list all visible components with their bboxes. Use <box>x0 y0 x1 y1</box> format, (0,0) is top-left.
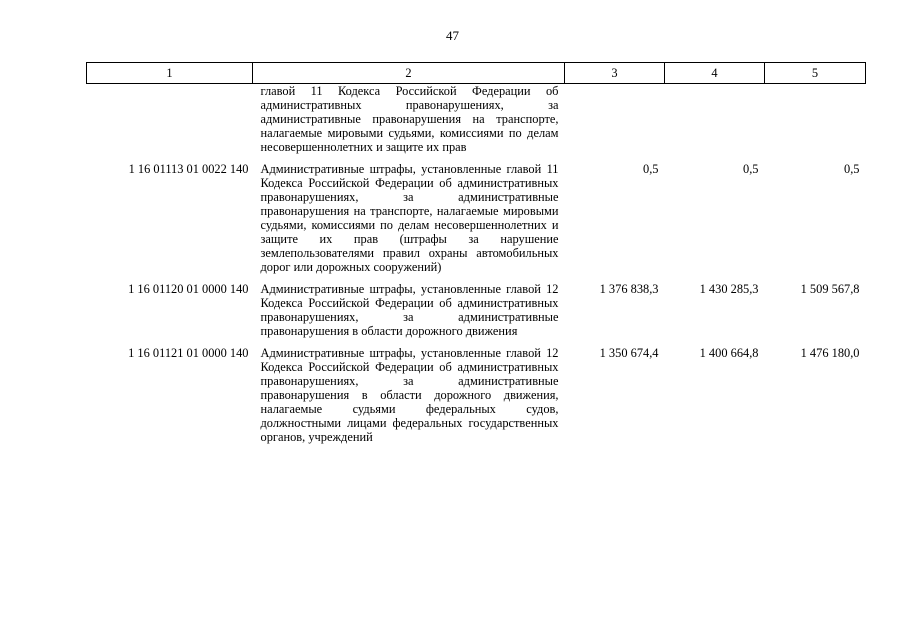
value-col5-cell <box>765 84 866 161</box>
value-col4-cell <box>665 84 765 161</box>
page-number: 47 <box>446 28 459 43</box>
column-header-3: 3 <box>565 63 665 84</box>
budget-code-cell: 1 16 01121 01 0000 140 <box>128 346 249 360</box>
column-header-5: 5 <box>765 63 866 84</box>
description-cell: Административные штрафы, установленные главой 12 Кодекса Российской Федерации об административных правонарушениях, за административные правонарушения в области дорожного движения, налагаемые судьями федеральных судов, должностными лицами федеральных государственных органов, учреждений <box>260 346 559 444</box>
value-col3-cell: 0,5 <box>643 162 659 176</box>
description-cell: главой 11 Кодекса Российской Федерации об административных правонарушениях, за административные правонарушения на транспорте, налагаемые мировыми судьями, комиссиями по делам несовершеннолетних и защите их прав <box>260 84 559 154</box>
value-col3-cell: 1 350 674,4 <box>599 346 659 360</box>
value-col4-cell: 1 430 285,3 <box>699 282 759 296</box>
value-col5-cell: 0,5 <box>844 162 860 176</box>
value-col4-cell: 0,5 <box>743 162 759 176</box>
budget-code-cell: 1 16 01113 01 0022 140 <box>128 162 249 176</box>
column-header-1: 1 <box>87 63 253 84</box>
value-col5-cell: 1 476 180,0 <box>800 346 860 360</box>
table-row <box>87 160 866 280</box>
budget-code-cell <box>87 84 253 161</box>
column-header-4: 4 <box>665 63 765 84</box>
table-body <box>87 84 866 451</box>
value-col3-cell: 1 376 838,3 <box>599 282 659 296</box>
budget-code-cell: 1 16 01120 01 0000 140 <box>128 282 249 296</box>
table-row <box>87 84 866 161</box>
header-row <box>87 63 866 84</box>
description-cell: Административные штрафы, установленные главой 11 Кодекса Российской Федерации об административных правонарушениях, за административные правонарушения на транспорте, налагаемые мировыми судьями, комиссиями по делам несовершеннолетних и защите их прав (штрафы за нарушение землепользователями правил охраны автомобильных дорог или дорожных сооружений) <box>260 162 559 274</box>
column-header-2: 2 <box>253 63 565 84</box>
table-row <box>87 344 866 450</box>
value-col5-cell: 1 509 567,8 <box>800 282 860 296</box>
table-header <box>87 63 866 84</box>
value-col4-cell: 1 400 664,8 <box>699 346 759 360</box>
description-cell: Административные штрафы, установленные главой 12 Кодекса Российской Федерации об административных правонарушениях, за административные правонарушения в области дорожного движения <box>260 282 559 338</box>
budget-revenue-table <box>86 62 866 450</box>
value-col3-cell <box>565 84 665 161</box>
table-row <box>87 280 866 344</box>
